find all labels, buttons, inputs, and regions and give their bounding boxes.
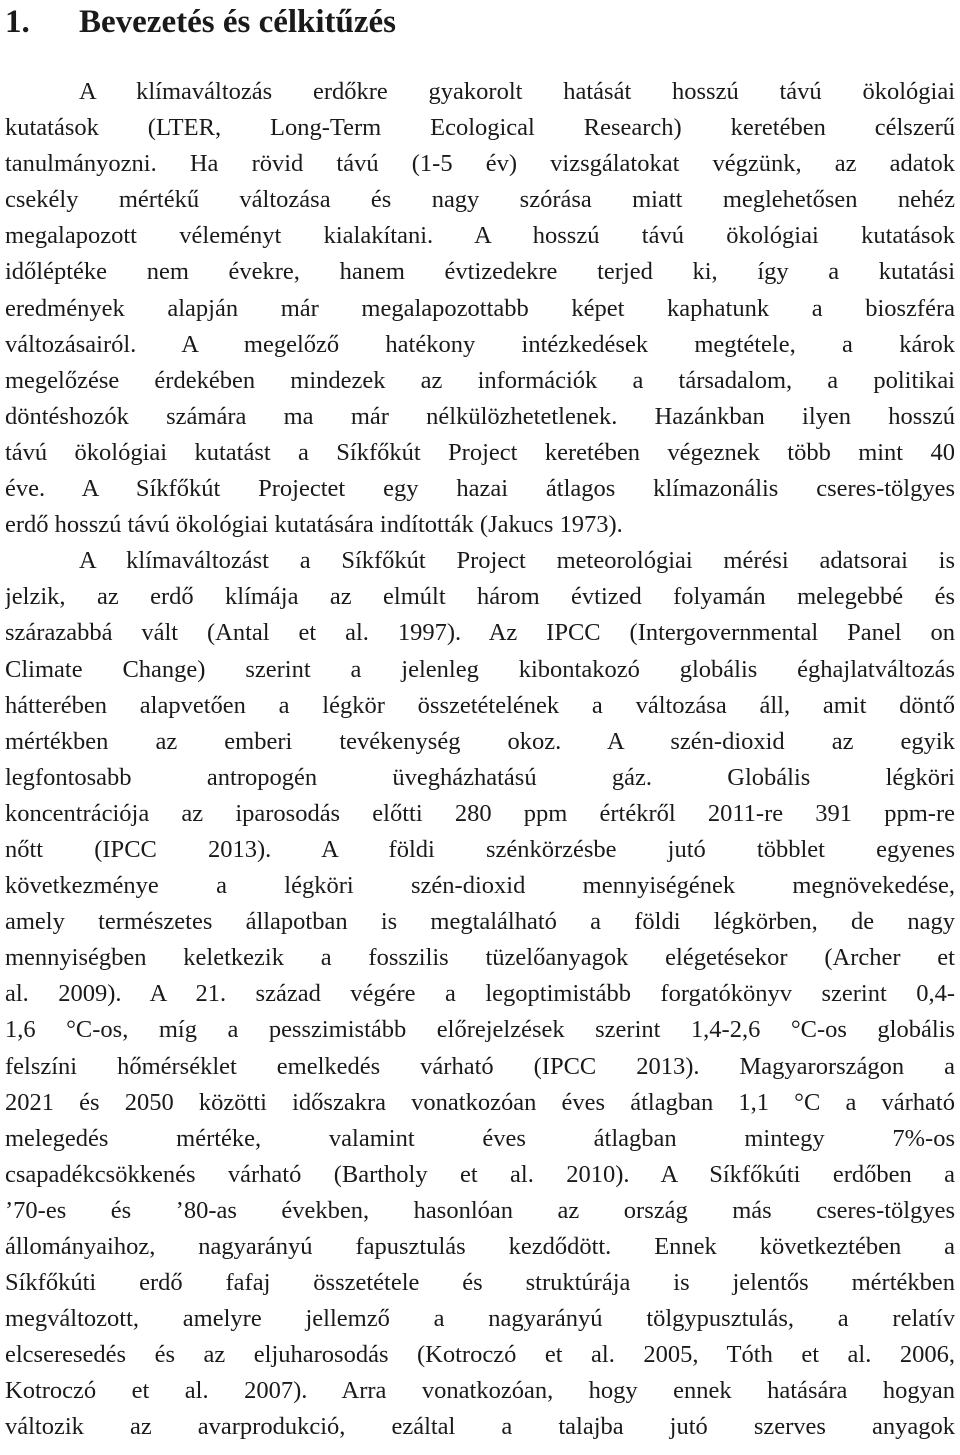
text-line: következménye a légköri szén-dioxid mennyiségének megnövekedése,	[5, 872, 955, 900]
section-title: Bevezetés és célkitűzés	[79, 4, 397, 40]
text-line: 2021 és 2050 közötti időszakra vonatkozóan éves átlagban 1,1 °C a várható	[5, 1088, 955, 1116]
text-line: megalapozott véleményt kialakítani. A hosszú távú ökológiai kutatások	[5, 222, 955, 250]
text-line: ’70-es és ’80-as években, hasonlóan az ország más cseres-tölgyes	[5, 1196, 955, 1224]
section-number: 1.	[5, 4, 30, 40]
text-line: koncentrációja az iparosodás előtti 280 ppm értékről 2011-re 391 ppm-re	[5, 799, 955, 827]
text-line: nőtt (IPCC 2013). A földi szénkörzésbe jutó többlet egyenes	[5, 835, 955, 863]
text-line: távú ökológiai kutatást a Síkfőkút Project keretében végeznek több mint 40	[5, 438, 955, 466]
text-line: állományaihoz, nagyarányú fapusztulás kezdődött. Ennek következtében a	[5, 1233, 955, 1260]
text-line: megváltozott, amelyre jellemző a nagyarányú tölgypusztulás, a relatív	[5, 1305, 955, 1333]
text-line: melegedés mértéke, valamint éves átlagban mintegy 7%-os	[5, 1124, 955, 1152]
text-line: eredmények alapján már megalapozottabb képet kaphatunk a bioszféra	[5, 294, 955, 322]
text-line: Kotroczó et al. 2007). Arra vonatkozóan, hogy ennek hatására hogyan	[5, 1377, 955, 1405]
text-line: al. 2009). A 21. század végére a legoptimistább forgatókönyv szerint 0,4-	[5, 980, 955, 1008]
text-line: változásairól. A megelőző hatékony intézkedések megtétele, a károk	[5, 330, 955, 358]
text-line: A klímaváltozást a Síkfőkút Project meteorológiai mérési adatsorai is	[79, 547, 955, 575]
text-line: döntéshozók számára ma már nélkülözhetetlenek. Hazánkban ilyen hosszú	[5, 402, 955, 430]
text-line: 1,6 °C-os, míg a pesszimistább előrejelzések szerint 1,4-2,6 °C-os globális	[5, 1016, 955, 1044]
text-line: megelőzése érdekében mindezek az információk a társadalom, a politikai	[5, 366, 955, 394]
text-line: mértékben az emberi tevékenység okoz. A szén-dioxid az egyik	[5, 727, 955, 755]
text-line: változik az avarprodukció, ezáltal a talajba jutó szerves anyagok	[5, 1413, 955, 1441]
text-line: csapadékcsökkenés várható (Bartholy et al. 2010). A Síkfőkúti erdőben a	[5, 1160, 955, 1188]
text-line: jelzik, az erdő klímája az elmúlt három évtized folyamán melegebbé és	[5, 583, 955, 611]
text-line: Síkfőkúti erdő fafaj összetétele és struktúrája is jelentős mértékben	[5, 1269, 955, 1297]
text-line: A klímaváltozás erdőkre gyakorolt hatását hosszú távú ökológiai	[79, 78, 955, 105]
text-line: amely természetes állapotban is megtalálható a földi légkörben, de nagy	[5, 908, 955, 936]
text-line: kutatások (LTER, Long-Term Ecological Research) keretében célszerű	[5, 114, 955, 142]
text-line: időléptéke nem évekre, hanem évtizedekre terjed ki, így a kutatási	[5, 258, 955, 286]
text-line: mennyiségben keletkezik a fosszilis tüzelőanyagok elégetésekor (Archer et	[5, 944, 955, 972]
text-line: tanulmányozni. Ha rövid távú (1-5 év) vizsgálatokat végzünk, az adatok	[5, 150, 955, 178]
text-line: erdő hosszú távú ökológiai kutatására indították (Jakucs 1973).	[5, 511, 623, 539]
text-line: hátterében alapvetően a légkör összetételének a változása áll, amit döntő	[5, 691, 955, 719]
text-line: éve. A Síkfőkút Projectet egy hazai átlagos klímazonális cseres-tölgyes	[5, 475, 955, 503]
text-line: csekély mértékű változása és nagy szórása miatt meglehetősen nehéz	[5, 186, 955, 214]
text-line: felszíni hőmérséklet emelkedés várható (IPCC 2013). Magyarországon a	[5, 1052, 955, 1080]
text-line: Climate Change) szerint a jelenleg kibontakozó globális éghajlatváltozás	[5, 655, 955, 683]
section-heading	[5, 2, 396, 42]
text-line: szárazabbá vált (Antal et al. 1997). Az IPCC (Intergovernmental Panel on	[5, 619, 955, 647]
text-line: legfontosabb antropogén üvegházhatású gáz. Globális légköri	[5, 763, 955, 791]
text-line: elcseresedés és az eljuharosodás (Kotroczó et al. 2005, Tóth et al. 2006,	[5, 1341, 955, 1369]
body-text	[5, 74, 955, 1446]
